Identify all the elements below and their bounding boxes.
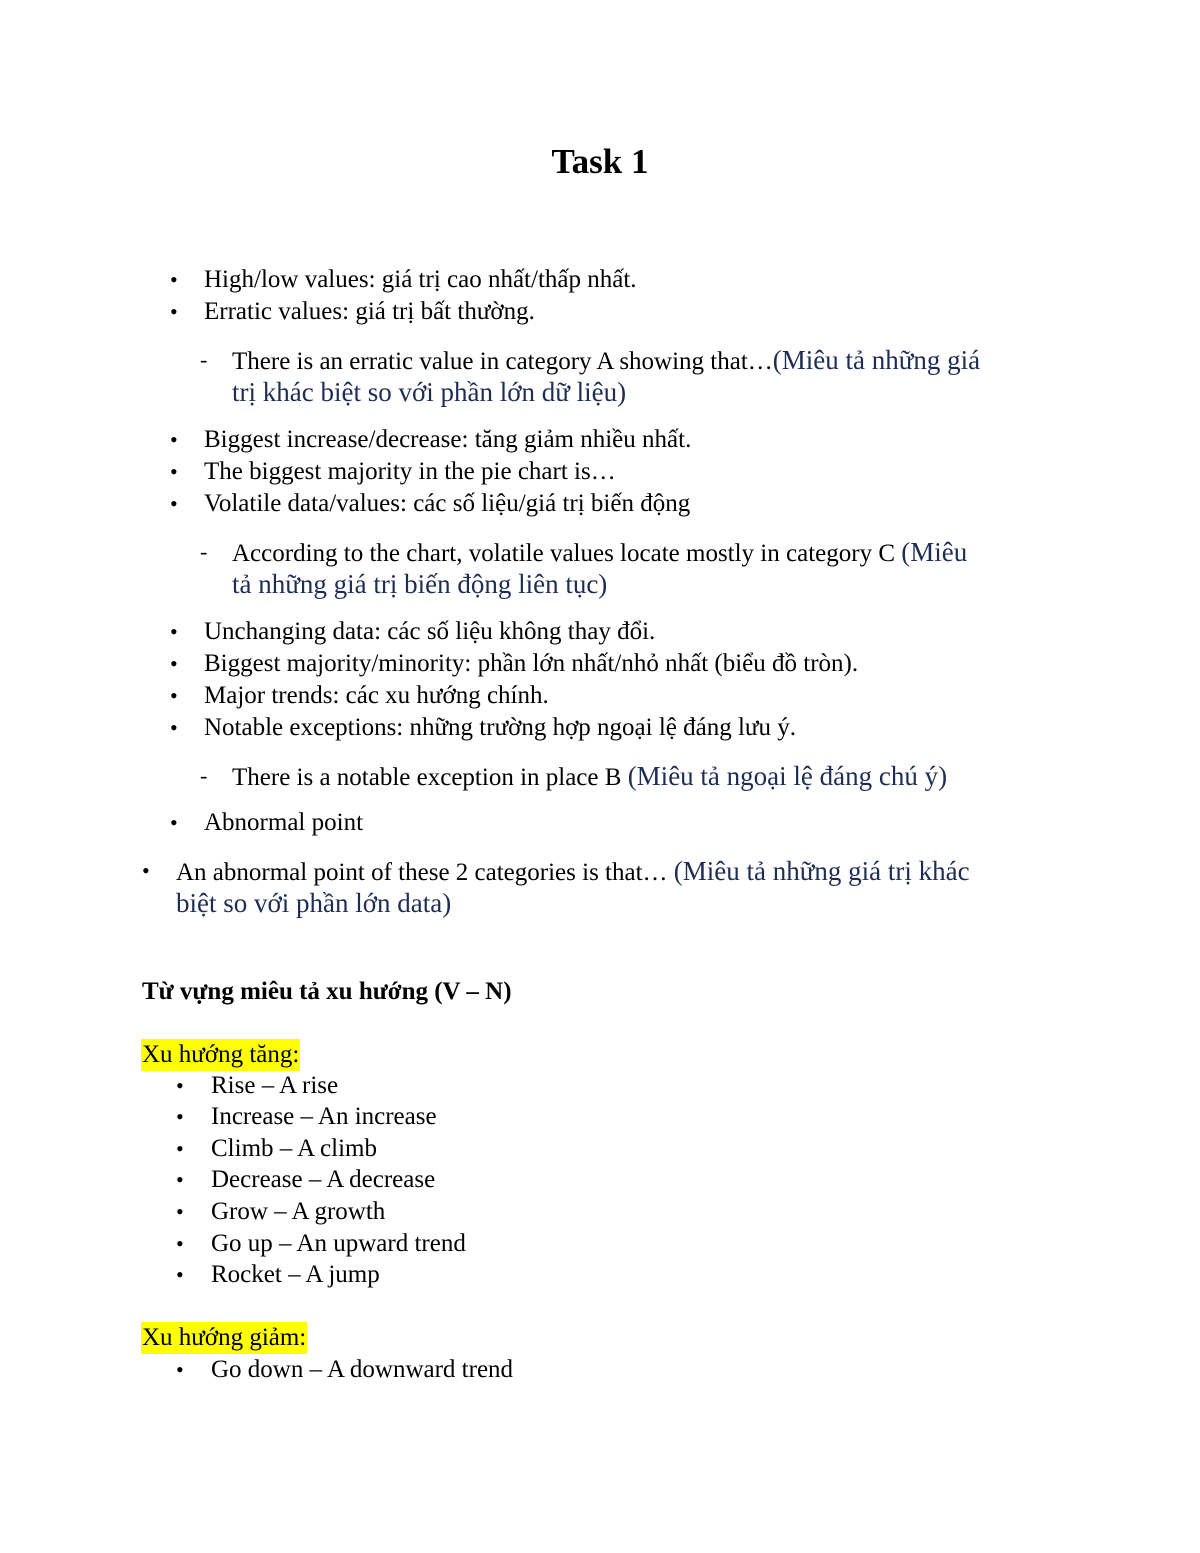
sub-item-text: There is a notable exception in place B (232, 764, 628, 791)
vocab-item: Go down – A downward trend (211, 1356, 514, 1383)
dash-icon: - (200, 763, 208, 788)
list-item: High/low values: giá trị cao nhất/thấp nhất. (204, 266, 637, 293)
bullet-icon: • (170, 267, 178, 292)
list-item: Biggest increase/decrease: tăng giảm nhiều nhất. (204, 426, 692, 453)
sub-list-item-continued (232, 376, 626, 410)
list-item: Volatile data/values: các số liệu/giá trị biến động (204, 490, 691, 517)
vocab-item: Climb – A climb (211, 1135, 377, 1162)
bullet-icon: • (176, 1357, 184, 1382)
sub-list-item (232, 760, 947, 794)
bullet-icon: • (176, 1199, 184, 1224)
list-item: Notable exceptions: những trường hợp ngoại lệ đáng lưu ý. (204, 714, 796, 741)
vocab-item: Grow – A growth (211, 1198, 386, 1225)
bullet-icon: • (170, 683, 178, 708)
sub-item-note: (Miêu tả ngoại lệ đáng chú ý) (627, 761, 948, 791)
sub-item-note: trị khác biệt so với phần lớn dữ liệu) (232, 377, 627, 407)
sub-item-note: (Miêu (901, 537, 968, 567)
vocab-item: Rise – A rise (211, 1072, 339, 1099)
bullet-icon: • (170, 715, 178, 740)
list-item-text: An abnormal point of these 2 categories is that… (176, 859, 674, 886)
sub-item-text: There is an erratic value in category A showing that… (232, 348, 773, 375)
list-item: Biggest majority/minority: phần lớn nhất/nhỏ nhất (biểu đồ tròn). (204, 650, 859, 677)
bullet-icon: • (170, 299, 178, 324)
vocab-item: Rocket – A jump (211, 1261, 380, 1288)
bullet-icon: • (176, 1231, 184, 1256)
sub-list-item-continued (232, 568, 607, 602)
vocab-item: Decrease – A decrease (211, 1166, 436, 1193)
dash-icon: - (200, 347, 208, 372)
bullet-icon: • (176, 1167, 184, 1192)
list-item-note: biệt so với phần lớn data) (176, 888, 452, 918)
list-item (204, 807, 363, 839)
sub-item-note: (Miêu tả những giá (772, 345, 981, 375)
list-item-continued (176, 887, 451, 921)
bullet-icon: • (170, 810, 178, 835)
sub-item-text: According to the chart, volatile values locate mostly in category C (232, 540, 902, 567)
list-item: Unchanging data: các số liệu không thay đổi. (204, 618, 656, 645)
bullet-icon: • (176, 1136, 184, 1161)
list-item-text: Abnormal point (204, 809, 364, 836)
sub-list-item (232, 536, 967, 570)
bullet-icon: • (170, 651, 178, 676)
bullet-icon: • (176, 1073, 184, 1098)
bullet-icon: • (170, 619, 178, 644)
bullet-icon: • (142, 858, 150, 883)
bullet-icon: • (170, 491, 178, 516)
sub-list-item (232, 344, 980, 378)
vocab-heading: Từ vựng miêu tả xu hướng (V – N) (142, 978, 512, 1005)
page-title: Task 1 (551, 142, 649, 181)
decrease-heading: Xu hướng giảm: (141, 1322, 307, 1354)
increase-heading: Xu hướng tăng: (141, 1039, 300, 1071)
vocab-item: Increase – An increase (211, 1103, 437, 1130)
vocab-item: Go up – An upward trend (211, 1230, 466, 1257)
list-item: The biggest majority in the pie chart is… (204, 458, 616, 485)
list-item-note: (Miêu tả những giá trị khác (673, 856, 970, 886)
bullet-icon: • (176, 1262, 184, 1287)
list-item: Erratic values: giá trị bất thường. (204, 298, 535, 325)
bullet-icon: • (176, 1104, 184, 1129)
list-item (176, 855, 970, 889)
bullet-icon: • (170, 459, 178, 484)
dash-icon: - (200, 539, 208, 564)
list-item: Major trends: các xu hướng chính. (204, 682, 549, 709)
sub-item-note: tả những giá trị biến động liên tục) (232, 569, 608, 599)
bullet-icon: • (170, 427, 178, 452)
